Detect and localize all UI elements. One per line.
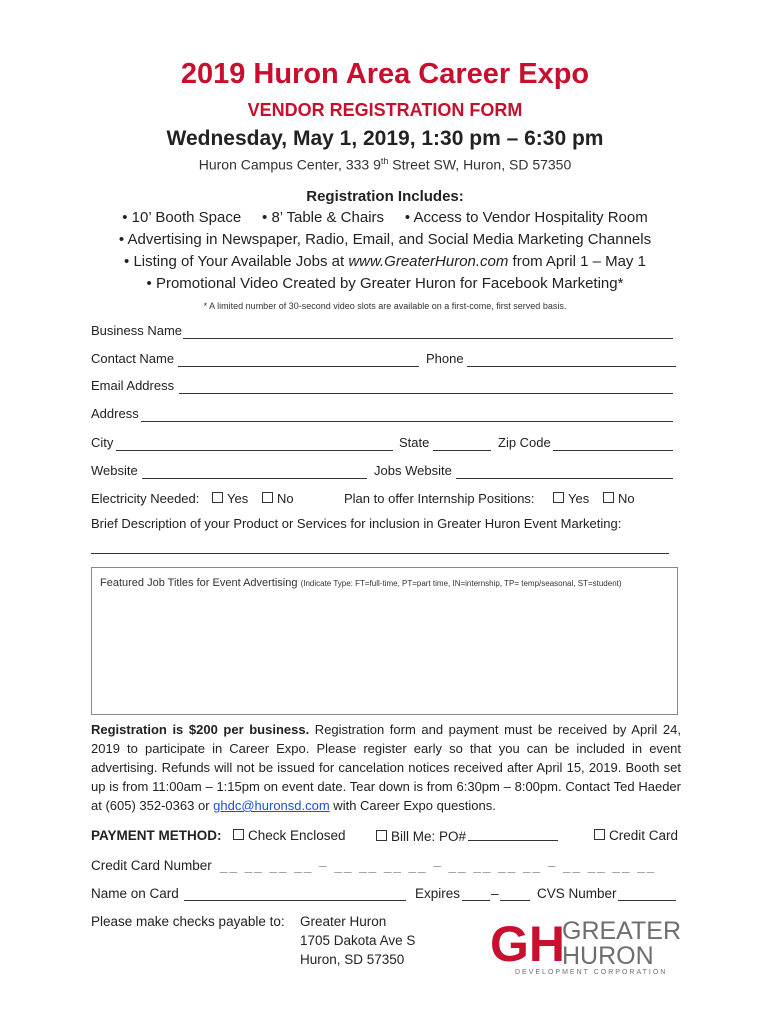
- cvs-label: CVS Number: [537, 886, 617, 901]
- form-subtitle: VENDOR REGISTRATION FORM: [247, 100, 523, 120]
- website-label: Website: [91, 463, 138, 478]
- po-number-field[interactable]: [468, 828, 558, 841]
- payee-city: Huron, SD 57350: [300, 952, 405, 967]
- event-venue: Huron Campus Center, 333 9th Street SW, Huron, SD 57350: [198, 156, 572, 173]
- bill-me-option[interactable]: Bill Me: PO#: [376, 828, 558, 844]
- featured-jobs-box[interactable]: [91, 567, 678, 715]
- includes-line-4: • Promotional Video Created by Greater Huron for Facebook Marketing*: [146, 275, 624, 292]
- phone-field[interactable]: [467, 366, 676, 367]
- options-row: [91, 491, 676, 511]
- address-field[interactable]: [141, 421, 673, 422]
- business-name-label: Business Name: [91, 323, 183, 338]
- internship-yes[interactable]: Yes: [553, 491, 589, 506]
- electricity-no[interactable]: No: [262, 491, 294, 506]
- checkbox-icon[interactable]: [594, 829, 605, 840]
- includes-line-3: • Listing of Your Available Jobs at www.GreaterHuron.com from April 1 – May 1: [124, 253, 646, 270]
- credit-card-option[interactable]: Credit Card: [594, 828, 678, 843]
- business-name-row: [91, 323, 676, 343]
- checkbox-icon[interactable]: [603, 492, 614, 503]
- page-title: 2019 Huron Area Career Expo: [180, 58, 590, 90]
- payable-label: Please make checks payable to:: [91, 914, 285, 929]
- gh-logo-icon: [490, 913, 682, 977]
- email-row: [91, 378, 676, 398]
- event-date: Wednesday, May 1, 2019, 1:30 pm – 6:30 pm: [166, 127, 604, 150]
- email-field[interactable]: [179, 393, 673, 394]
- description-label: Brief Description of your Product or Services for inclusion in Greater Huron Event Marketing:: [91, 516, 622, 531]
- expires-year-field[interactable]: [500, 900, 530, 901]
- zip-label: Zip Code: [498, 435, 551, 450]
- expires-separator: –: [491, 886, 499, 901]
- electricity-label: Electricity Needed:: [91, 491, 200, 506]
- city-row: [91, 435, 676, 455]
- checkbox-icon[interactable]: [233, 829, 244, 840]
- logo-tagline: DEVELOPMENT CORPORATION: [515, 969, 668, 976]
- expires-label: Expires: [415, 886, 461, 901]
- logo-word-greater: GREATER: [562, 917, 681, 945]
- address-row: [91, 406, 676, 426]
- contact-name-label: Contact Name: [91, 351, 175, 366]
- website-row: [91, 463, 676, 483]
- description-row: [91, 516, 676, 536]
- includes-footnote: * A limited number of 30-second video slots are available on a first-come, first served basis.: [203, 301, 567, 311]
- checkbox-icon[interactable]: [376, 830, 387, 841]
- state-label: State: [399, 435, 430, 450]
- internship-no[interactable]: No: [603, 491, 635, 506]
- checkbox-icon[interactable]: [553, 492, 564, 503]
- description-line-row: [91, 538, 676, 558]
- payee-name: Greater Huron: [300, 914, 387, 929]
- checkbox-icon[interactable]: [212, 492, 223, 503]
- contact-row: [91, 351, 676, 371]
- contact-email-link[interactable]: ghdc@huronsd.com: [213, 798, 330, 813]
- includes-line-1: • 10’ Booth Space • 8’ Table & Chairs • Access to Vendor Hospitality Room: [122, 209, 648, 226]
- business-name-field[interactable]: [183, 338, 673, 339]
- payment-method-label: PAYMENT METHOD:: [91, 828, 222, 843]
- internship-label: Plan to offer Internship Positions:: [344, 491, 535, 506]
- electricity-yes[interactable]: Yes: [212, 491, 248, 506]
- name-on-card-label: Name on Card: [91, 886, 179, 901]
- cc-number-field[interactable]: __ __ __ __ – __ __ __ __ – __ __ __ __ – __ __ __ __: [220, 858, 657, 873]
- expires-month-field[interactable]: [462, 900, 490, 901]
- zip-field[interactable]: [553, 450, 673, 451]
- logo-mark: GH: [490, 916, 565, 972]
- logo-word-huron: HURON: [562, 942, 654, 970]
- greater-huron-logo: [490, 913, 682, 977]
- phone-label: Phone: [426, 351, 464, 366]
- checkbox-icon[interactable]: [262, 492, 273, 503]
- cvs-field[interactable]: [618, 900, 676, 901]
- jobs-website-label: Jobs Website: [374, 463, 452, 478]
- jobs-website-field[interactable]: [456, 478, 673, 479]
- email-label: Email Address: [91, 378, 175, 393]
- payee-street: 1705 Dakota Ave S: [300, 933, 416, 948]
- address-label: Address: [91, 406, 139, 421]
- city-field[interactable]: [116, 450, 393, 451]
- includes-line-2: • Advertising in Newspaper, Radio, Email, and Social Media Marketing Channels: [118, 231, 652, 248]
- registration-info: Registration is $200 per business. Registration form and payment must be received by April 24, 2019 to participate in Career Expo. Please register early so that you can be included in event advertising. Refunds will not be issued for cancelation notices received after April 15, 2019. Booth set up is from 11:00am – 1:15pm on event date. Tear down is from 6:30pm – 8:00pm. Contact Ted Haeder at (605) 352-0363 or ghdc@huronsd.com with Career Expo questions.: [91, 722, 681, 813]
- description-field[interactable]: [91, 553, 669, 554]
- check-enclosed-option[interactable]: Check Enclosed: [233, 828, 346, 843]
- includes-heading: Registration Includes:: [306, 188, 464, 205]
- greater-huron-url[interactable]: www.GreaterHuron.com: [348, 253, 509, 270]
- city-label: City: [91, 435, 114, 450]
- state-field[interactable]: [433, 450, 491, 451]
- featured-jobs-header: Featured Job Titles for Event Advertising (Indicate Type: FT=full-time, PT=part time, IN=internship, TP= temp/seasonal, ST=student): [100, 577, 622, 589]
- cc-number-label: Credit Card Number: [91, 858, 212, 873]
- name-on-card-field[interactable]: [184, 900, 406, 901]
- contact-name-field[interactable]: [178, 366, 419, 367]
- website-field[interactable]: [142, 478, 367, 479]
